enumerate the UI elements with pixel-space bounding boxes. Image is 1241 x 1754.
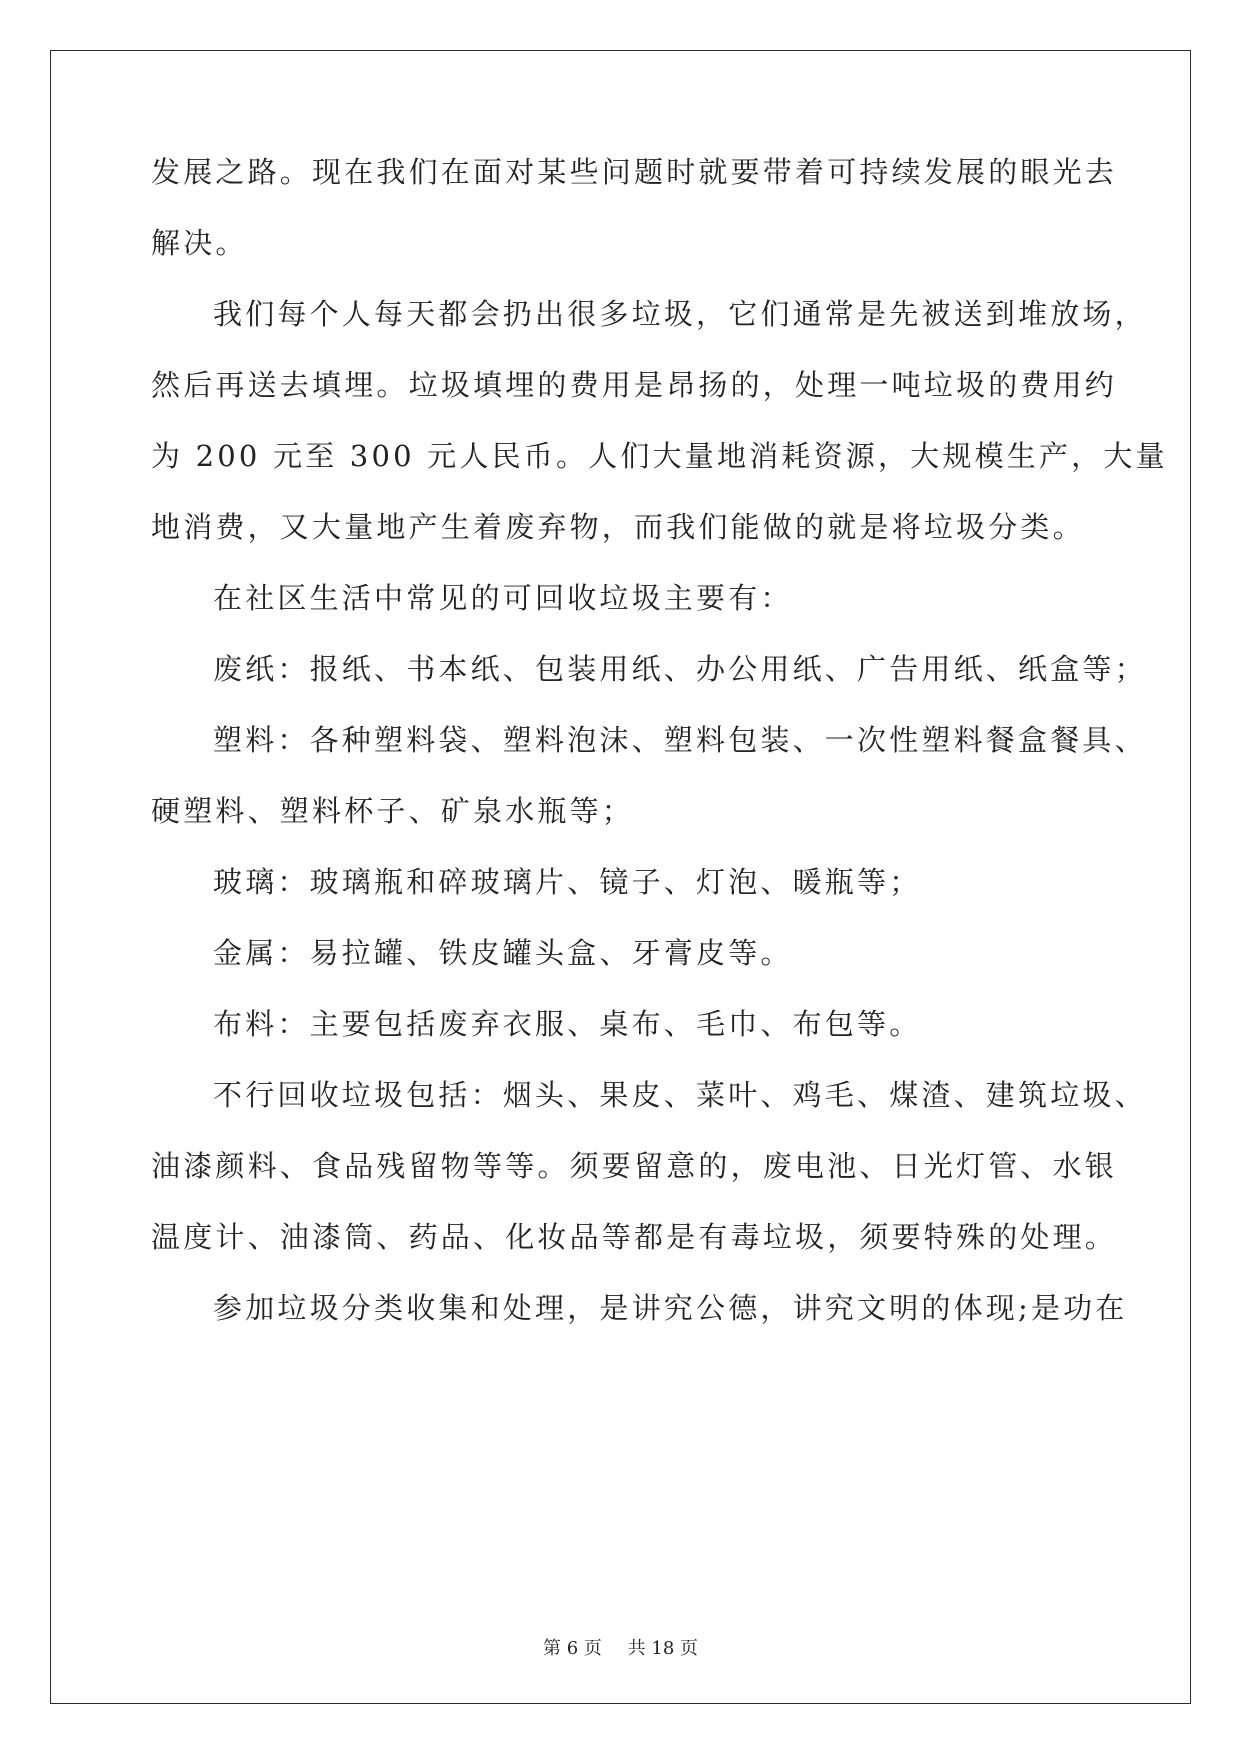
text-line: 金属：易拉罐、铁皮罐头盒、牙膏皮等。 [213, 936, 793, 970]
text-line: 参加垃圾分类收集和处理，是讲究公德，讲究文明的体现;是功在 [213, 1291, 1128, 1325]
text-line: 地消费，又大量地产生着废弃物，而我们能做的就是将垃圾分类。 [151, 510, 1085, 544]
text-line: 为 200 元至 300 元人民币。人们大量地消耗资源，大规模生产，大量 [151, 439, 1168, 473]
text-line: 废纸：报纸、书本纸、包装用纸、办公用纸、广告用纸、纸盒等； [213, 652, 1147, 686]
text-line: 玻璃：玻璃瓶和碎玻璃片、镜子、灯泡、暖瓶等； [213, 865, 922, 899]
text-line: 不行回收垃圾包括：烟头、果皮、菜叶、鸡毛、煤渣、建筑垃圾、 [213, 1078, 1147, 1112]
text-line: 塑料：各种塑料袋、塑料泡沫、塑料包装、一次性塑料餐盒餐具、 [213, 723, 1147, 757]
page-number: 第 6 页 [543, 1638, 602, 1659]
page-footer [0, 1634, 1241, 1660]
text-line: 硬塑料、塑料杯子、矿泉水瓶等； [151, 794, 635, 828]
text-line: 在社区生活中常见的可回收垃圾主要有： [213, 581, 793, 615]
text-line: 解决。 [151, 226, 248, 260]
page-total: 共 18 页 [627, 1638, 698, 1659]
text-line: 我们每个人每天都会扔出很多垃圾，它们通常是先被送到堆放场， [213, 297, 1147, 331]
text-line: 温度计、油漆筒、药品、化妆品等都是有毒垃圾，须要特殊的处理。 [151, 1220, 1118, 1254]
text-line: 然后再送去填埋。垃圾填埋的费用是昂扬的，处理一吨垃圾的费用约 [151, 368, 1118, 402]
text-line: 布料：主要包括废弃衣服、桌布、毛巾、布包等。 [213, 1007, 922, 1041]
text-line: 油漆颜料、食品残留物等等。须要留意的，废电池、日光灯管、水银 [151, 1149, 1118, 1183]
text-line: 发展之路。现在我们在面对某些问题时就要带着可持续发展的眼光去 [151, 155, 1118, 189]
